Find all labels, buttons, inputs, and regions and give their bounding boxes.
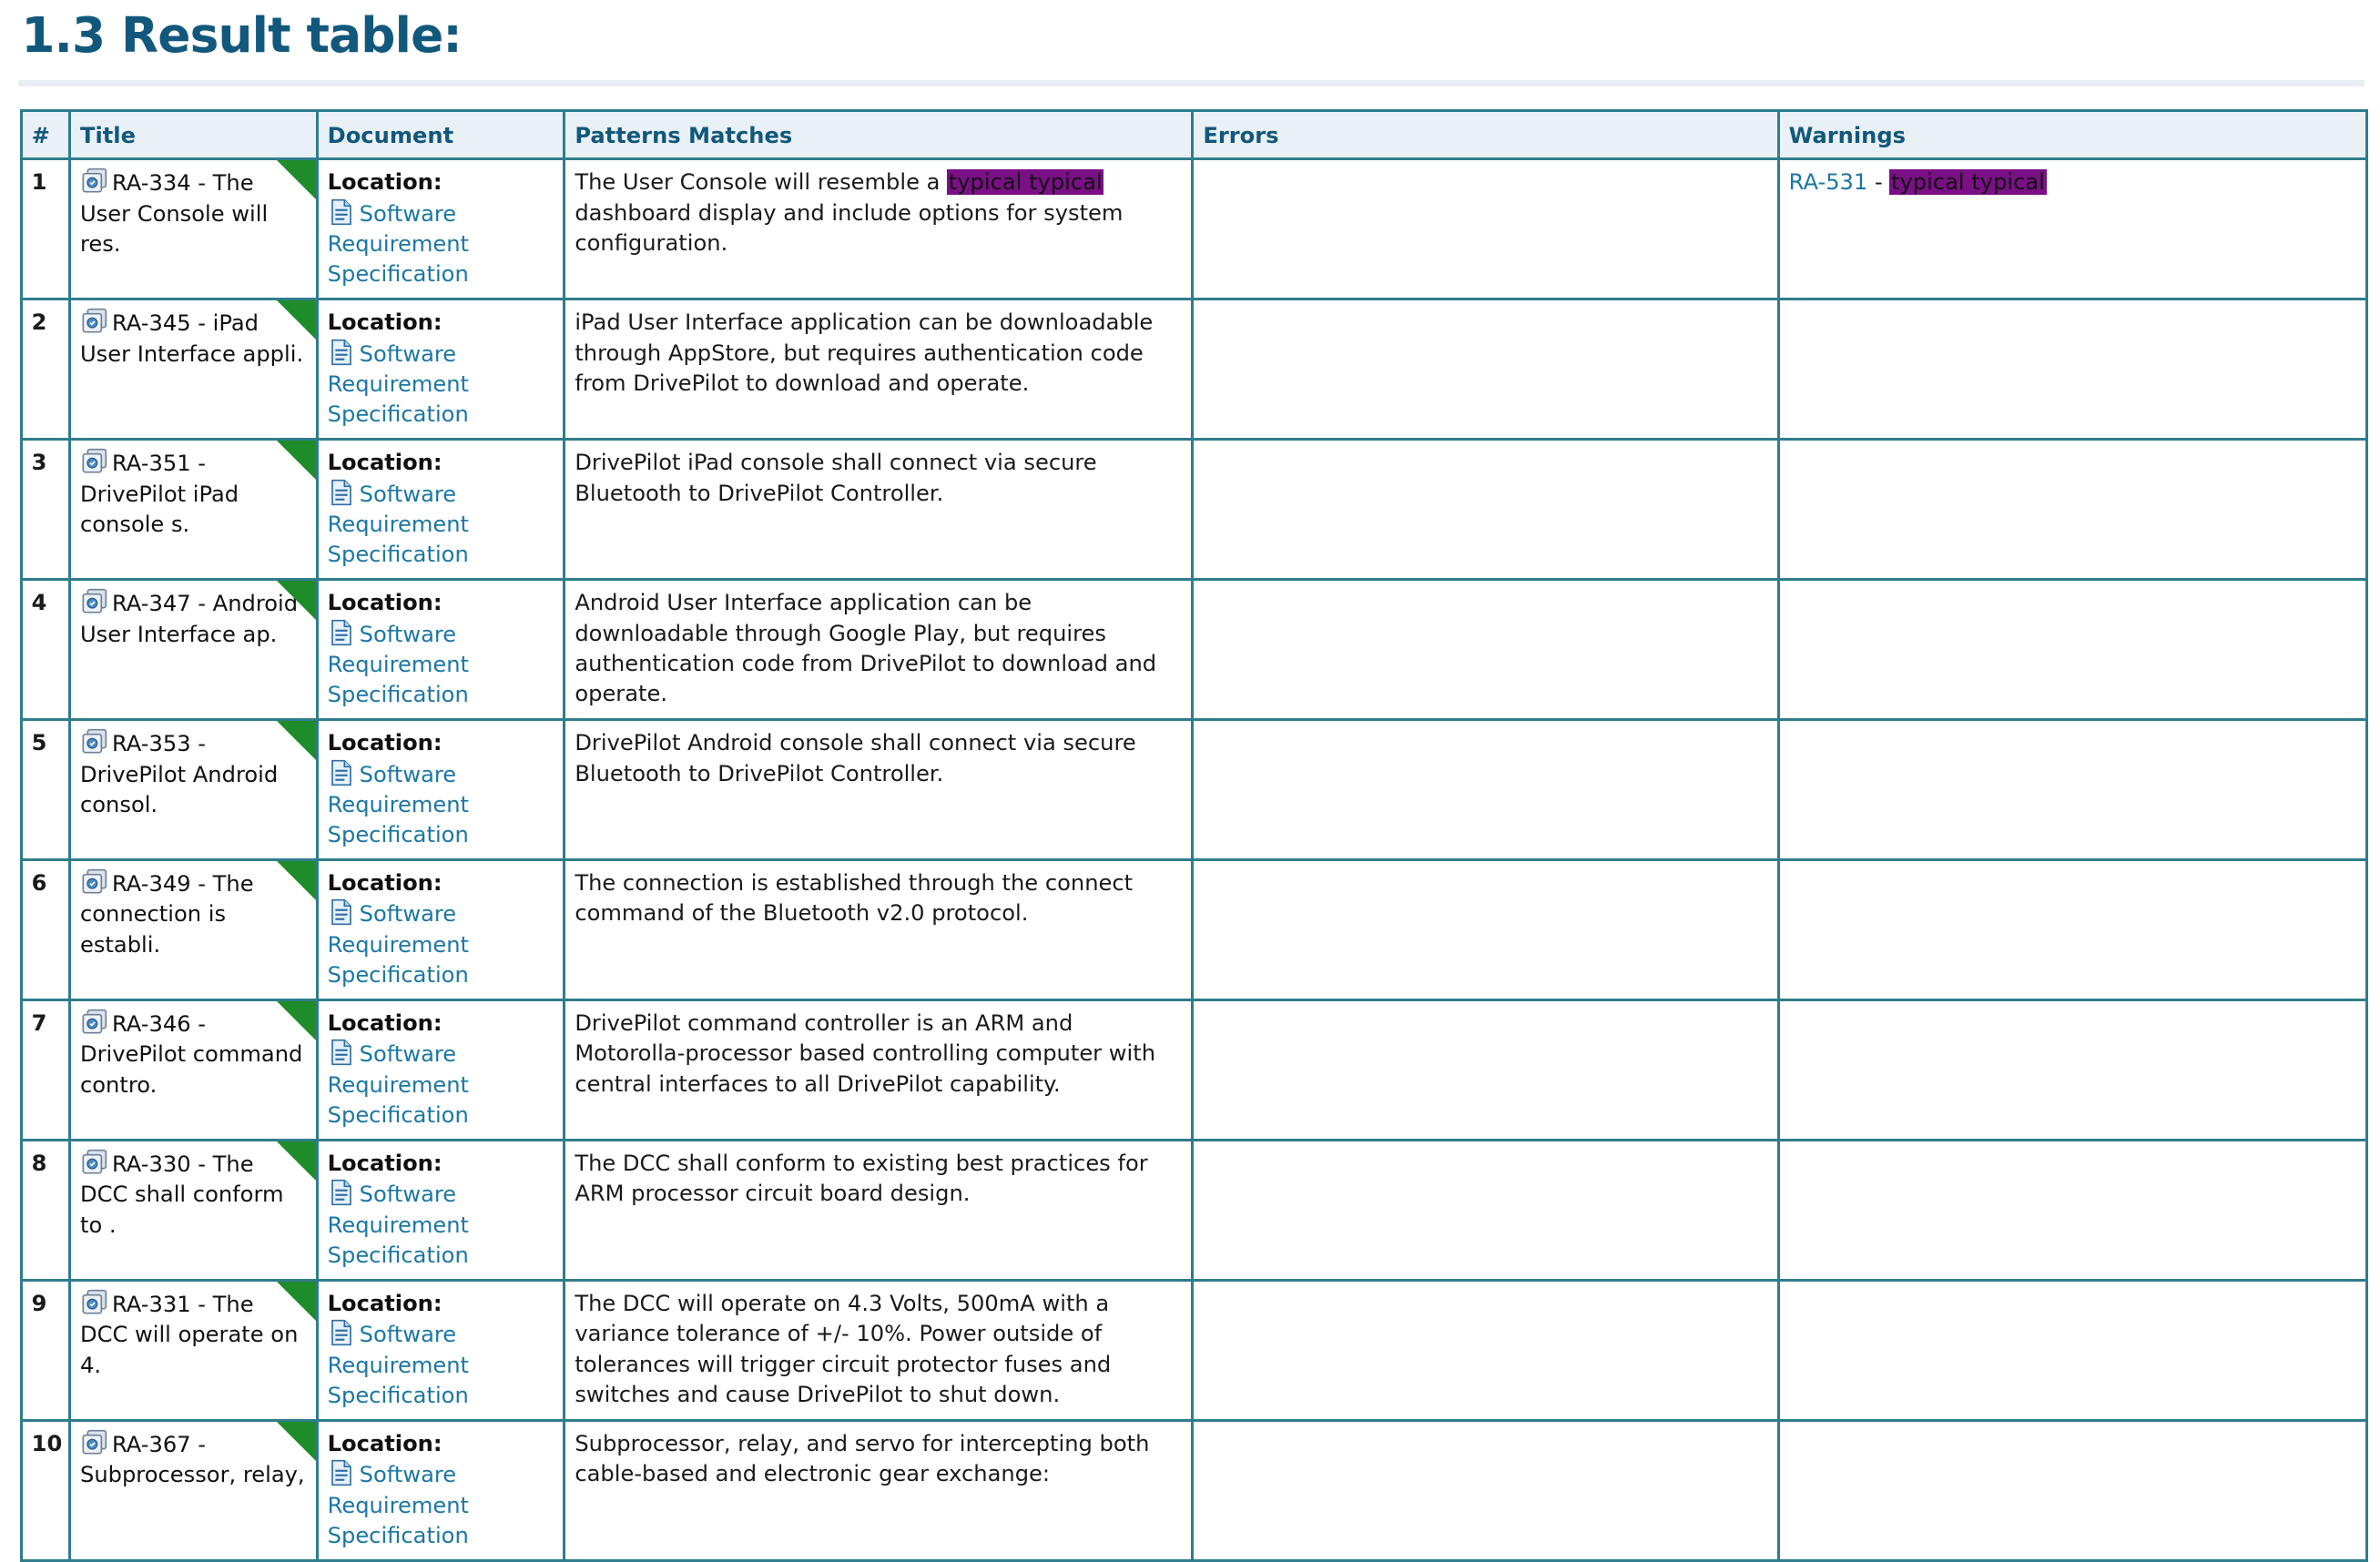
requirement-title-link[interactable]: RA-351 - DrivePilot iPad console s. <box>79 451 239 537</box>
column-header-errors[interactable]: Errors <box>1193 111 1778 159</box>
row-number: 10 <box>21 1420 69 1560</box>
match-text-after: dashboard display and include options for system configuration. <box>575 199 1124 256</box>
patterns-matches-cell <box>564 299 1193 439</box>
document-link[interactable]: Software Requirement Specification <box>327 340 470 428</box>
document-cell <box>317 579 564 719</box>
warning-highlight: typical typical <box>1891 169 2045 196</box>
status-flag <box>277 861 316 900</box>
errors-cell <box>1193 859 1778 999</box>
requirement-title-link[interactable]: RA-334 - The User Console will res. <box>79 170 269 257</box>
result-table <box>20 109 2369 1562</box>
match-text: The User Console will resemble a <box>575 169 948 196</box>
document-cell <box>317 1280 564 1420</box>
requirement-icon <box>80 1009 110 1036</box>
requirement-title-link[interactable]: RA-349 - The connection is establi. <box>79 871 254 958</box>
warnings-cell <box>1778 579 2367 719</box>
warnings-cell <box>1778 1420 2367 1560</box>
requirement-title-link[interactable]: RA-367 - Subprocessor, relay, <box>79 1432 305 1488</box>
column-header-warnings[interactable]: Warnings <box>1778 111 2367 159</box>
column-header-title[interactable]: Title <box>69 111 317 159</box>
patterns-matches-cell <box>564 579 1193 719</box>
title-cell <box>69 579 317 719</box>
title-cell <box>69 1140 317 1280</box>
document-cell <box>317 1420 564 1560</box>
errors-cell <box>1193 158 1778 299</box>
row-number: 5 <box>21 719 69 859</box>
patterns-matches-cell <box>564 859 1193 999</box>
title-cell <box>69 1420 317 1560</box>
heading-rule <box>18 80 2365 86</box>
document-cell <box>317 439 564 579</box>
errors-cell <box>1193 1280 1778 1420</box>
location-label: Location: <box>327 1431 442 1457</box>
status-flag <box>277 1422 316 1461</box>
row-number: 2 <box>21 299 69 439</box>
requirement-icon <box>80 308 110 335</box>
document-link[interactable]: Software Requirement Specification <box>327 1182 470 1269</box>
table-row <box>21 1420 2367 1560</box>
title-cell <box>69 719 317 859</box>
location-label: Location: <box>327 590 442 616</box>
location-label: Location: <box>327 1291 442 1317</box>
patterns-matches-cell <box>564 1420 1193 1560</box>
status-flag <box>277 160 316 199</box>
match-text: The DCC shall conform to existing best practices for ARM processor circuit board design. <box>575 1151 1148 1207</box>
requirement-icon <box>80 728 110 756</box>
match-text: Subprocessor, relay, and servo for intercepting both cable-based and electronic gear exchange: <box>575 1431 1150 1487</box>
errors-cell <box>1193 719 1778 859</box>
title-cell <box>69 299 317 439</box>
table-row <box>21 1280 2367 1420</box>
title-cell <box>69 999 317 1140</box>
table-row <box>21 999 2367 1140</box>
row-number: 4 <box>21 579 69 719</box>
requirement-icon <box>80 1289 110 1316</box>
title-cell <box>69 1280 317 1420</box>
title-cell <box>69 158 317 299</box>
document-cell <box>317 719 564 859</box>
document-icon <box>328 1039 355 1066</box>
section-heading: 1.3 Result table: <box>21 5 462 64</box>
errors-cell <box>1193 1420 1778 1560</box>
match-highlight: typical typical <box>948 169 1103 196</box>
status-flag <box>277 300 316 340</box>
document-link[interactable]: Software Requirement Specification <box>327 1041 470 1129</box>
document-link[interactable]: Software Requirement Specification <box>327 901 470 989</box>
column-header-document[interactable]: Document <box>317 111 564 159</box>
requirement-icon <box>80 167 110 195</box>
requirement-title-link[interactable]: RA-345 - iPad User Interface appli. <box>79 310 304 367</box>
document-link[interactable]: Software Requirement Specification <box>327 481 470 568</box>
table-row <box>21 579 2367 719</box>
row-number: 8 <box>21 1140 69 1280</box>
requirement-icon <box>80 1429 110 1456</box>
title-cell <box>69 439 317 579</box>
patterns-matches-cell <box>564 999 1193 1140</box>
errors-cell <box>1193 1140 1778 1280</box>
location-label: Location: <box>327 169 442 196</box>
status-flag <box>277 1001 316 1040</box>
match-text: DrivePilot command controller is an ARM and Motorolla-processor based controlling computer with central interfaces to all DrivePilot capability. <box>575 1010 1156 1097</box>
match-text: iPad User Interface application can be downloadable through AppStore, but requires authentication code from DrivePilot to download and operate. <box>575 309 1154 396</box>
requirement-icon <box>80 868 110 896</box>
row-number: 7 <box>21 999 69 1140</box>
warnings-cell <box>1778 999 2367 1140</box>
requirement-title-link[interactable]: RA-353 - DrivePilot Android consol. <box>79 731 279 817</box>
document-link[interactable]: Software Requirement Specification <box>327 1462 470 1549</box>
match-text: Android User Interface application can be downloadable through Google Play, but requires authentication code from DrivePilot to download and operate. <box>575 590 1157 707</box>
document-link[interactable]: Software Requirement Specification <box>327 200 470 288</box>
document-link[interactable]: Software Requirement Specification <box>327 761 470 848</box>
location-label: Location: <box>327 1151 442 1177</box>
title-cell <box>69 859 317 999</box>
patterns-matches-cell <box>564 439 1193 579</box>
patterns-matches-cell <box>564 1280 1193 1420</box>
row-number: 3 <box>21 439 69 579</box>
warnings-cell <box>1778 299 2367 439</box>
document-icon <box>328 1179 355 1206</box>
document-icon <box>328 339 355 366</box>
document-cell <box>317 999 564 1140</box>
warnings-cell <box>1778 859 2367 999</box>
document-link[interactable]: Software Requirement Specification <box>327 621 470 708</box>
document-icon <box>328 759 355 786</box>
errors-cell <box>1193 999 1778 1140</box>
document-icon <box>328 898 355 926</box>
status-flag <box>277 721 316 760</box>
status-flag <box>277 441 316 480</box>
document-icon <box>328 198 355 226</box>
table-row <box>21 719 2367 859</box>
warning-separator: - <box>1867 169 1890 196</box>
table-row <box>21 299 2367 439</box>
document-icon <box>328 619 355 646</box>
table-row <box>21 859 2367 999</box>
requirement-title-link[interactable]: RA-347 - Android User Interface ap. <box>79 591 299 647</box>
row-number: 6 <box>21 859 69 999</box>
match-text: The DCC will operate on 4.3 Volts, 500mA with a variance tolerance of +/- 10%. Power outside of tolerances will trigger circuit protector fuses and switches and cause DrivePilot to shut down. <box>575 1291 1112 1408</box>
document-icon <box>328 1459 355 1486</box>
location-label: Location: <box>327 450 442 476</box>
location-label: Location: <box>327 870 442 897</box>
errors-cell <box>1193 299 1778 439</box>
match-text: DrivePilot iPad console shall connect via secure Bluetooth to DrivePilot Controller. <box>575 450 1097 506</box>
status-flag <box>277 581 316 620</box>
warnings-cell <box>1778 158 2367 299</box>
requirement-title-link[interactable]: RA-331 - The DCC will operate on 4. <box>79 1292 299 1378</box>
column-header-number[interactable]: # <box>21 111 69 159</box>
requirement-icon <box>80 1149 110 1176</box>
document-cell <box>317 299 564 439</box>
table-row <box>21 158 2367 299</box>
patterns-matches-cell <box>564 158 1193 299</box>
table-row <box>21 1140 2367 1280</box>
errors-cell <box>1193 439 1778 579</box>
patterns-matches-cell <box>564 719 1193 859</box>
row-number: 1 <box>21 158 69 299</box>
warnings-cell <box>1778 1140 2367 1280</box>
document-cell <box>317 158 564 299</box>
warnings-cell <box>1778 1280 2367 1420</box>
requirement-title-link[interactable]: RA-346 - DrivePilot command contro. <box>79 1011 303 1098</box>
requirement-icon <box>80 448 110 475</box>
warning-link[interactable]: RA-531 <box>1788 169 1868 196</box>
location-label: Location: <box>327 730 442 756</box>
table-header-row <box>21 111 2367 159</box>
match-text: The connection is established through the connect command of the Bluetooth v2.0 protocol. <box>575 870 1134 927</box>
warnings-cell <box>1778 439 2367 579</box>
requirement-title-link[interactable]: RA-330 - The DCC shall conform to . <box>79 1151 284 1238</box>
match-text: DrivePilot Android console shall connect via secure Bluetooth to DrivePilot Controller. <box>575 730 1136 786</box>
document-icon <box>328 479 355 506</box>
location-label: Location: <box>327 1010 442 1037</box>
row-number: 9 <box>21 1280 69 1420</box>
location-label: Location: <box>327 309 442 336</box>
document-link[interactable]: Software Requirement Specification <box>327 1322 470 1409</box>
document-cell <box>317 859 564 999</box>
requirement-icon <box>80 588 110 615</box>
document-cell <box>317 1140 564 1280</box>
document-icon <box>328 1319 355 1346</box>
warnings-cell <box>1778 719 2367 859</box>
table-row <box>21 439 2367 579</box>
patterns-matches-cell <box>564 1140 1193 1280</box>
status-flag <box>277 1141 316 1181</box>
errors-cell <box>1193 579 1778 719</box>
column-header-patterns-matches[interactable]: Patterns Matches <box>564 111 1193 159</box>
status-flag <box>277 1282 316 1321</box>
